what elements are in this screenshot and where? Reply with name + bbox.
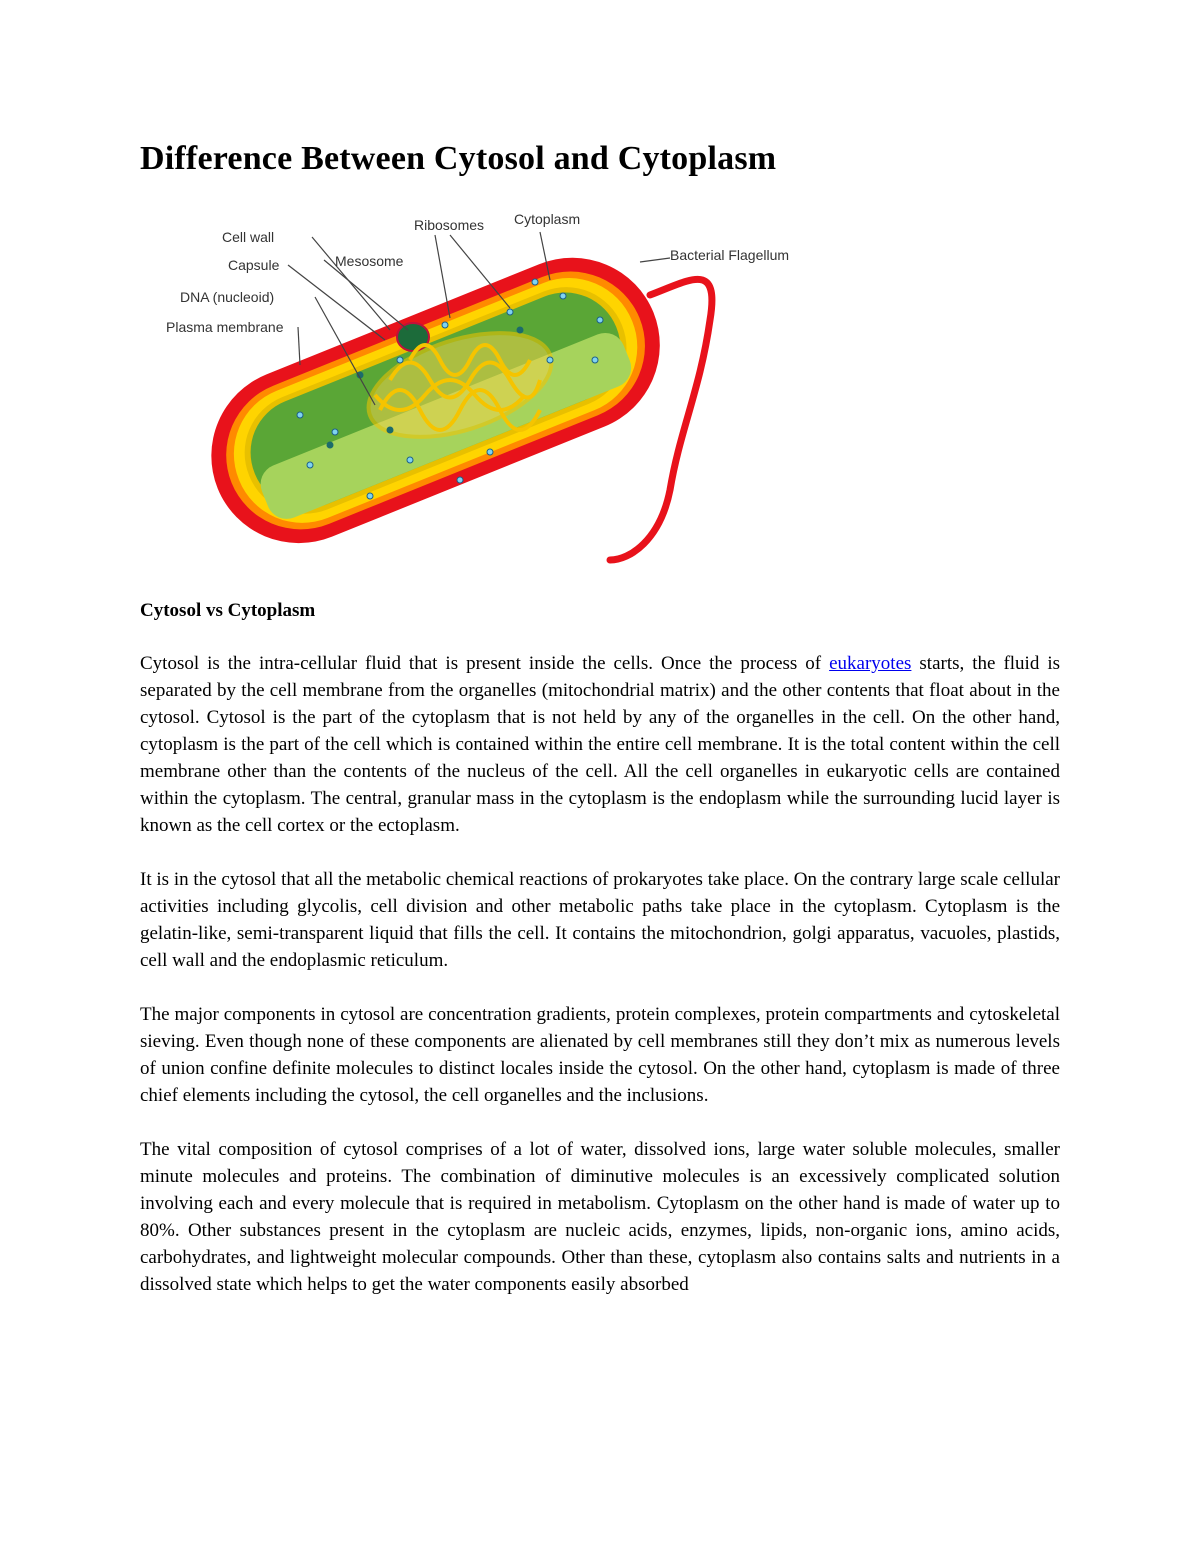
paragraph-1-text-a: Cytosol is the intra-cellular fluid that is present inside the cells. Once the process of [140,653,830,674]
label-cell-wall: Cell wall [222,229,275,245]
eukaryotes-link[interactable]: eukaryotes [829,653,912,674]
paragraph-2: It is in the cytosol that all the metabolic chemical reactions of prokaryotes take place. On the contrary large scale cellular activities including glycolis, cell division and other metabolic paths take place in the cytoplasm. Cytoplasm is the gelatin-like, semi-transparent liquid that fills the cell. It contains the mitochondrion, golgi apparatus, vacuoles, plastids, cell wall and the endoplasmic reticulum. [140,869,1060,971]
article-body [140,650,1060,1325]
bacterial-cell-illustration [160,200,820,570]
label-cytoplasm: Cytoplasm [514,211,581,227]
paragraph-1-text-b: starts, the fluid is separated by the cell membrane from the organelles (mitochondrial matrix) and the other contents that float about in the cytosol. Cytosol is the part of the cytoplasm that is not held by any of the organelles in the cell. On the other hand, cytoplasm is the part of the cell which is contained within the entire cell membrane. It is the total content within the cell membrane other than the contents of the nucleus of the cell. All the cell organelles in eukaryotic cells are contained within the cytoplasm. The central, granular mass in the cytoplasm is the endoplasm while the surrounding lucid layer is known as the cell cortex or the ectoplasm. [140,653,1060,836]
section-heading: Cytosol vs Cytoplasm [140,600,316,621]
paragraph-3: The major components in cytosol are concentration gradients, protein complexes, protein compartments and cytoskeletal sieving. Even though none of these components are alienated by cell membranes still they don’t mix as numerous levels of union confine definite molecules to distinct locales inside the cytosol. On the other hand, cytoplasm is made of three chief elements including the cytosol, the cell organelles and the inclusions. [140,1004,1060,1106]
label-mesosome: Mesosome [335,253,404,269]
paragraph-4: The vital composition of cytosol comprises of a lot of water, dissolved ions, large water soluble molecules, smaller minute molecules and proteins. The combination of diminutive molecules is an excessively complicated solution involving each and every molecule that is required in metabolism. Cytoplasm on the other hand is made of water up to 80%. Other substances present in the cytoplasm are nucleic acids, enzymes, lipids, non-organic ions, amino acids, carbohydrates, and lightweight molecular compounds. Other than these, cytoplasm also contains salts and nutrients in a dissolved state which helps to get the water components easily absorbed [140,1139,1060,1295]
label-flagellum: Bacterial Flagellum [670,247,790,263]
label-plasma-membrane: Plasma membrane [166,319,284,335]
paragraph-1 [140,650,1060,839]
document-title: Difference Between Cytosol and Cytoplasm [140,140,777,177]
bacterial-cell-diagram [160,200,820,570]
label-ribosomes: Ribosomes [414,217,485,233]
label-capsule: Capsule [228,257,280,273]
label-dna: DNA (nucleoid) [180,289,275,305]
